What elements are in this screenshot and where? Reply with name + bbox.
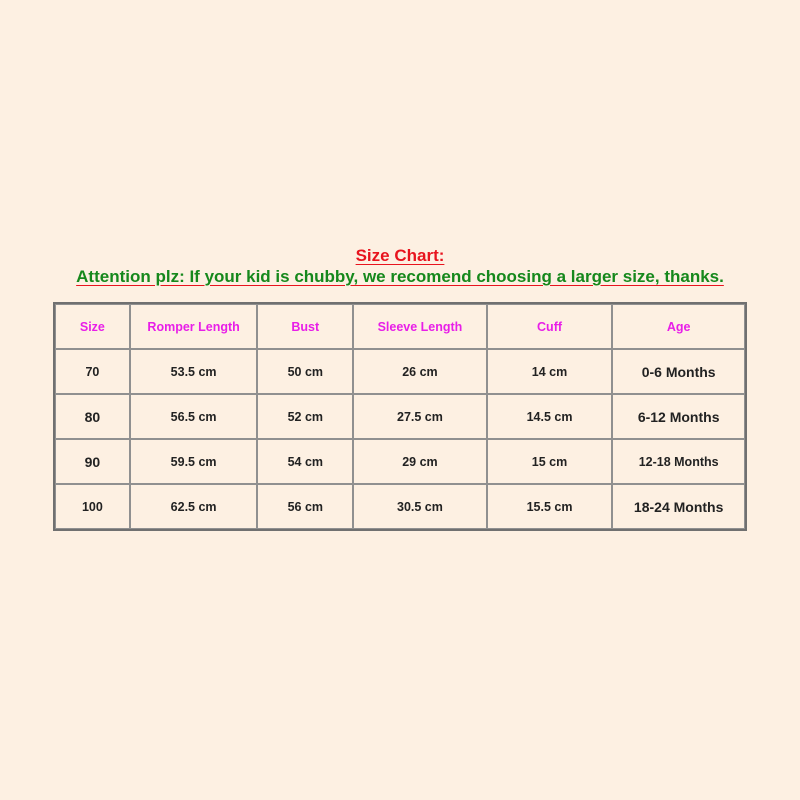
header-size: Size [55,304,130,349]
cell-size: 90 [55,439,130,484]
cell-bust: 56 cm [257,484,353,529]
cell-romper-length: 53.5 cm [130,349,258,394]
chubby-notice: Attention plz: If your kid is chubby, we recomend choosing a larger size, thanks. [76,267,724,286]
cell-cuff: 14 cm [487,349,613,394]
cell-sleeve-length: 27.5 cm [353,394,487,439]
header-romper-length: Romper Length [130,304,258,349]
size-table [53,302,747,531]
cell-sleeve-length: 29 cm [353,439,487,484]
table-row [55,394,745,439]
cell-sleeve-length: 26 cm [353,349,487,394]
cell-romper-length: 59.5 cm [130,439,258,484]
cell-cuff: 15 cm [487,439,613,484]
table-row [55,349,745,394]
table-header-row [55,304,745,349]
table-row [55,439,745,484]
cell-cuff: 15.5 cm [487,484,613,529]
size-chart-heading [0,246,800,287]
size-chart-title: Size Chart: [355,246,445,265]
header-cuff: Cuff [487,304,613,349]
cell-bust: 50 cm [257,349,353,394]
cell-size: 80 [55,394,130,439]
cell-size: 70 [55,349,130,394]
cell-age: 18-24 Months [612,484,745,529]
table-row [55,484,745,529]
cell-romper-length: 62.5 cm [130,484,258,529]
cell-bust: 54 cm [257,439,353,484]
cell-age: 12-18 Months [612,439,745,484]
cell-size: 100 [55,484,130,529]
cell-age: 6-12 Months [612,394,745,439]
header-sleeve-length: Sleeve Length [353,304,487,349]
cell-sleeve-length: 30.5 cm [353,484,487,529]
cell-romper-length: 56.5 cm [130,394,258,439]
header-bust: Bust [257,304,353,349]
header-age: Age [612,304,745,349]
cell-age: 0-6 Months [612,349,745,394]
cell-bust: 52 cm [257,394,353,439]
cell-cuff: 14.5 cm [487,394,613,439]
